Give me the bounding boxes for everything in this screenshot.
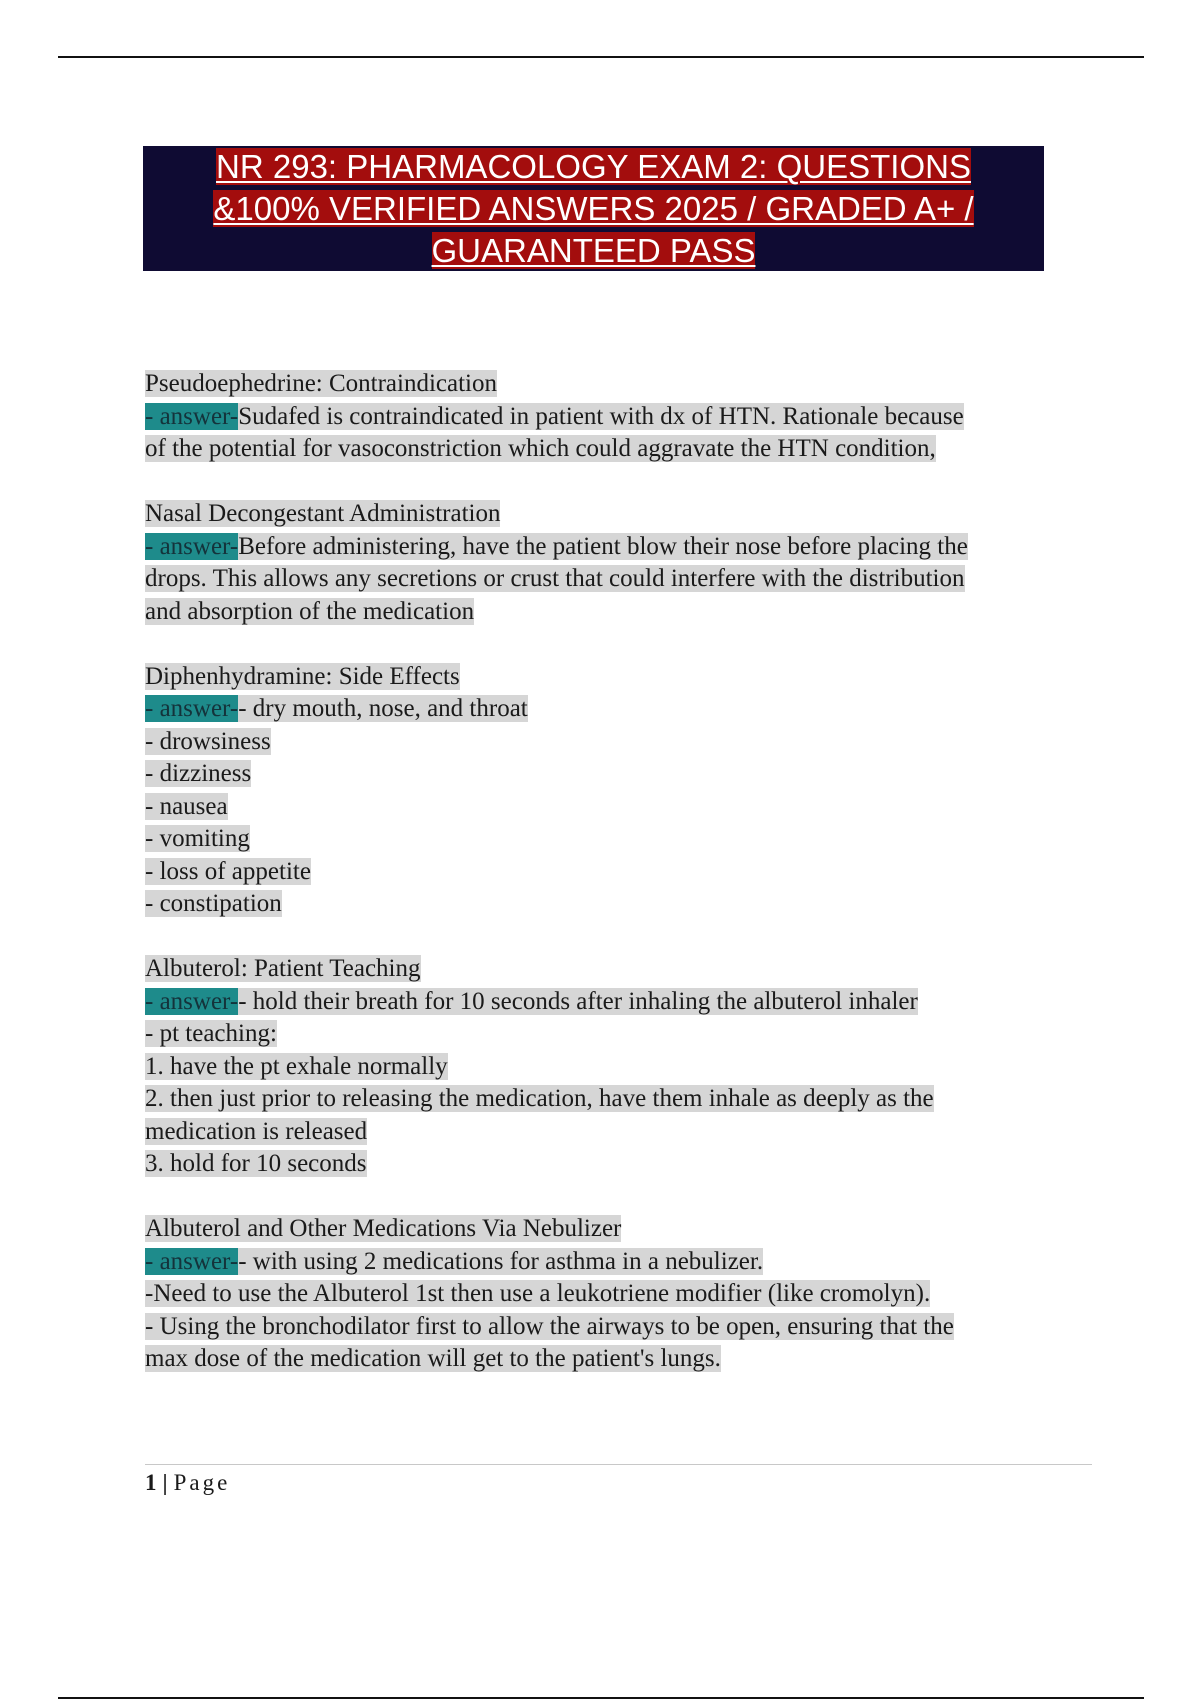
answer-line xyxy=(145,531,1085,564)
question-text: Nasal Decongestant Administration xyxy=(145,500,501,527)
title-line: &100% VERIFIED ANSWERS 2025 / GRADED A+ / xyxy=(213,189,974,227)
answer-line xyxy=(145,1343,1085,1376)
question-line xyxy=(145,1213,1085,1246)
answer-text: - hold their breath for 10 seconds after inhaling the albuterol inhaler xyxy=(238,987,918,1015)
answer-text: - constipation xyxy=(145,890,282,917)
answer-line xyxy=(145,1051,1085,1084)
question-text: Pseudoephedrine: Contraindication xyxy=(145,370,498,397)
question-text: Albuterol: Patient Teaching xyxy=(145,955,421,982)
footer-separator: | xyxy=(162,1470,168,1495)
answer-line xyxy=(145,888,1085,921)
qa-item xyxy=(145,661,1085,921)
qa-item xyxy=(145,368,1085,466)
answer-text: medication is released xyxy=(145,1117,368,1145)
page-number: 1 xyxy=(145,1470,157,1495)
answer-text: - drowsiness xyxy=(145,727,271,755)
answer-line xyxy=(145,563,1085,596)
answer-marker: - answer- xyxy=(145,987,239,1015)
page-label: Page xyxy=(173,1470,231,1495)
answer-text: 2. then just prior to releasing the medication, have them inhale as deeply as the xyxy=(145,1085,934,1112)
answer-text: Sudafed is contraindicated in patient with dx of HTN. Rationale because xyxy=(238,402,964,430)
answer-line xyxy=(145,856,1085,889)
qa-list xyxy=(145,368,1085,1376)
answer-text: and absorption of the medication xyxy=(145,597,475,625)
question-text: Diphenhydramine: Side Effects xyxy=(145,662,460,690)
title-line: GUARANTEED PASS xyxy=(431,231,756,269)
answer-text: - nausea xyxy=(145,792,228,820)
answer-line xyxy=(145,693,1085,726)
answer-line xyxy=(145,791,1085,824)
answer-text: max dose of the medication will get to the patient's lungs. xyxy=(145,1345,721,1372)
qa-item xyxy=(145,953,1085,1181)
answer-line xyxy=(145,1083,1085,1116)
answer-line xyxy=(145,1311,1085,1344)
answer-line xyxy=(145,823,1085,856)
title-line: NR 293: PHARMACOLOGY EXAM 2: QUESTIONS xyxy=(216,147,971,185)
answer-line xyxy=(145,726,1085,759)
answer-line xyxy=(145,433,1085,466)
qa-item xyxy=(145,498,1085,628)
top-rule xyxy=(58,56,1144,58)
answer-marker: - answer- xyxy=(145,532,239,560)
answer-text: drops. This allows any secretions or crust that could interfere with the distribution xyxy=(145,565,965,592)
bottom-rule xyxy=(58,1697,1144,1699)
qa-item xyxy=(145,1213,1085,1376)
answer-line xyxy=(145,986,1085,1019)
answer-line xyxy=(145,1148,1085,1181)
answer-text: -Need to use the Albuterol 1st then use a leukotriene modifier (like cromolyn). xyxy=(145,1280,931,1307)
question-line xyxy=(145,661,1085,694)
answer-line xyxy=(145,401,1085,434)
answer-line xyxy=(145,1116,1085,1149)
page-footer xyxy=(145,1468,230,1498)
answer-line xyxy=(145,1278,1085,1311)
answer-text: - pt teaching: xyxy=(145,1020,277,1047)
answer-line xyxy=(145,596,1085,629)
answer-text: - Using the bronchodilator first to allow the airways to be open, ensuring that the xyxy=(145,1312,954,1340)
answer-text: - loss of appetite xyxy=(145,857,311,885)
answer-text: 3. hold for 10 seconds xyxy=(145,1150,367,1177)
answer-marker: - answer- xyxy=(145,695,239,722)
question-line xyxy=(145,953,1085,986)
question-line xyxy=(145,368,1085,401)
answer-line xyxy=(145,1246,1085,1279)
answer-line xyxy=(145,758,1085,791)
answer-text: - dry mouth, nose, and throat xyxy=(238,695,528,722)
answer-text: Before administering, have the patient blow their nose before placing the xyxy=(238,532,968,560)
answer-marker: - answer- xyxy=(145,1247,239,1275)
answer-marker: - answer- xyxy=(145,402,239,430)
answer-text: of the potential for vasoconstriction which could aggravate the HTN condition, xyxy=(145,435,936,462)
question-text: Albuterol and Other Medications Via Nebulizer xyxy=(145,1215,622,1242)
title-banner xyxy=(143,146,1044,271)
footer-rule xyxy=(145,1464,1092,1465)
question-line xyxy=(145,498,1085,531)
answer-text: - dizziness xyxy=(145,760,252,787)
answer-line xyxy=(145,1018,1085,1051)
answer-text: - with using 2 medications for asthma in a nebulizer. xyxy=(238,1247,764,1275)
document-title xyxy=(164,146,1024,272)
answer-text: 1. have the pt exhale normally xyxy=(145,1052,448,1080)
answer-text: - vomiting xyxy=(145,825,250,852)
